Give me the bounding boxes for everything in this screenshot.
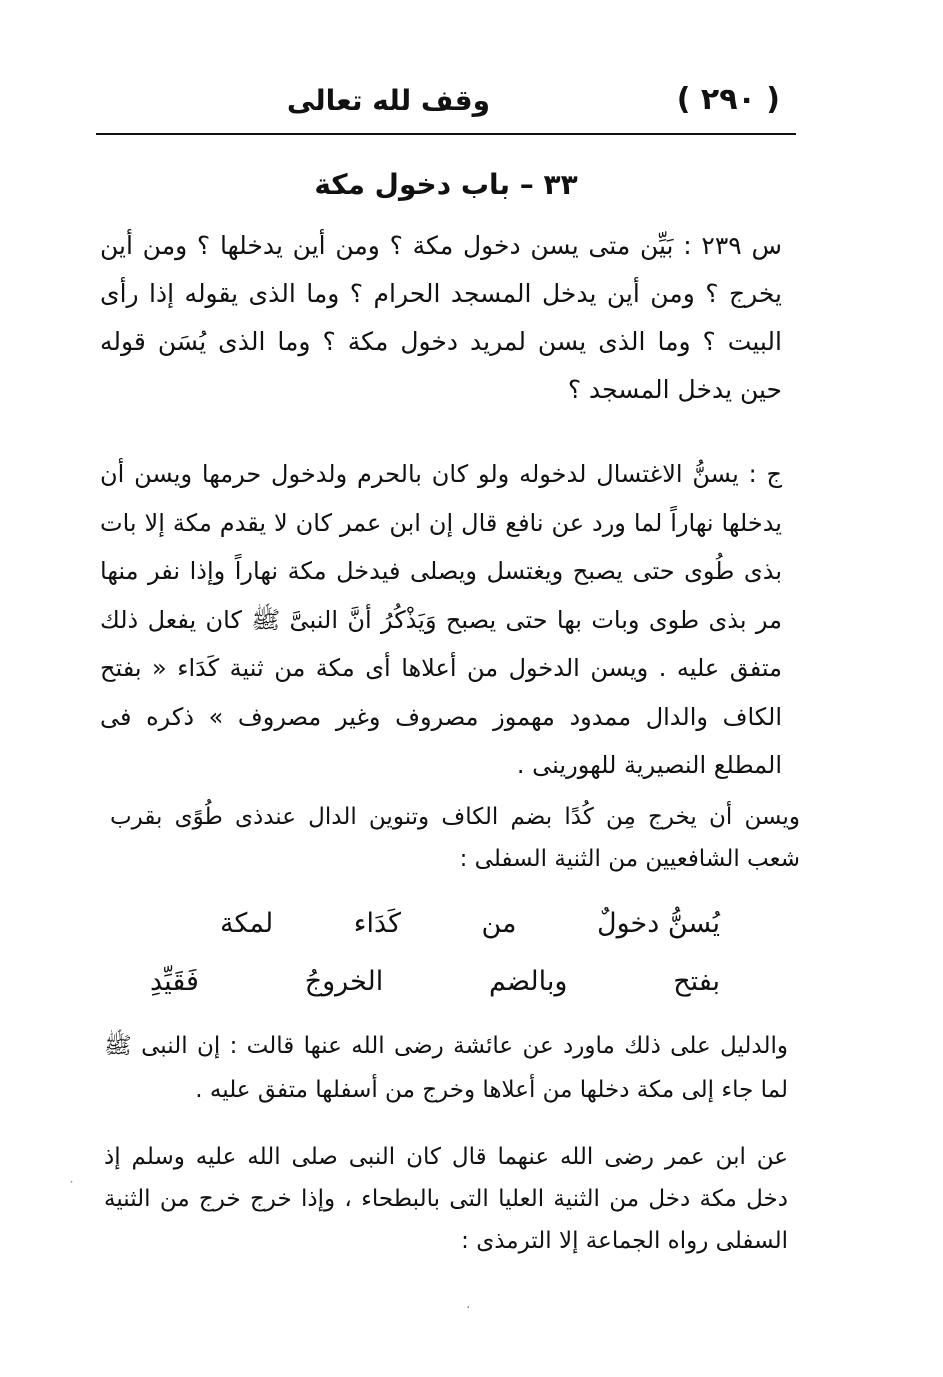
answer-paragraph: ج : يسنُّ الاغتسال لدخوله ولو كان بالحرم ولدخول حرمها ويسن أن يدخلها نهاراً لما ورد عن نافع قال إن ابن عمر كان لا يقدم مكة إلا بات بذى طُوى حتى يصبح ويغتسل ويصلى فيدخل مكة نهاراً وإذا نفر منها مر بذى طوى وبات بها حتى يصبح وَيَذْكُرُ أنَّ النبىَّ ﷺ كان يفعل ذلك متفق عليه . ويسن الدخول من أعلاها أى مكة من ثنية كَدَاء « بفتح الكاف والدال ممدود مهموز مصروف وغير مصروف » ذكره فى المطلع النصيرية للهورينى . bbox=[100, 460, 782, 779]
scan-speck: · bbox=[466, 1300, 471, 1316]
hadith-paragraph: عن ابن عمر رضى الله عنهما قال كان النبى صلى الله عليه وسلم إذ دخل مكة دخل من الثنية العليا التى بالبطحاء ، وإذا خرج خرج من الثنية السفلى رواه الجماعة إلا الترمذى : bbox=[104, 1144, 788, 1254]
question-paragraph: س ٢٣٩ : بَيِّن متى يسن دخول مكة ؟ ومن أين يدخلها ؟ ومن أين يخرج ؟ ومن أين يدخل المسجد الحرام ؟ وما الذى يقوله إذا رأى البيت ؟ وما الذى يسن لمريد دخول مكة ؟ وما الذى يُسَن قوله حين يدخل المسجد ؟ bbox=[100, 231, 782, 404]
page-number: ( ٢٩٠ ) bbox=[676, 82, 780, 117]
exit-paragraph: ويسن أن يخرج مِن كُدًا بضم الكاف وتنوين الدال عندذى طُوًى بقرب شعب الشافعيين من الثنية السفلى : bbox=[110, 804, 800, 872]
header-rule bbox=[96, 133, 796, 135]
poem-word: بفتح bbox=[673, 966, 720, 997]
poem-word: وبالضم bbox=[489, 966, 568, 997]
poem-word: كَدَاء bbox=[353, 908, 401, 939]
chapter-title: ٣٣ – باب دخول مكة bbox=[314, 168, 578, 201]
evidence-paragraph: والدليل على ذلك ماورد عن عائشة رضى الله عنها قالت : إن النبى ﷺ لما جاء إلى مكة دخلها من أعلاها وخرج من أسفلها متفق عليه . bbox=[104, 1033, 788, 1103]
page-header bbox=[96, 82, 796, 130]
poem-word: فَقَيِّدِ bbox=[150, 966, 199, 997]
poem-line-2 bbox=[150, 966, 720, 997]
poem-word: من bbox=[481, 908, 517, 939]
poem-word: يُسنُّ دخولٌ bbox=[596, 908, 720, 939]
running-title: وقف لله تعالى bbox=[286, 84, 490, 117]
scan-speck: ˙ bbox=[68, 1180, 75, 1196]
poem-line-1 bbox=[150, 908, 720, 939]
poem-word: الخروجُ bbox=[304, 966, 384, 997]
poem-word: لمكة bbox=[220, 908, 274, 939]
